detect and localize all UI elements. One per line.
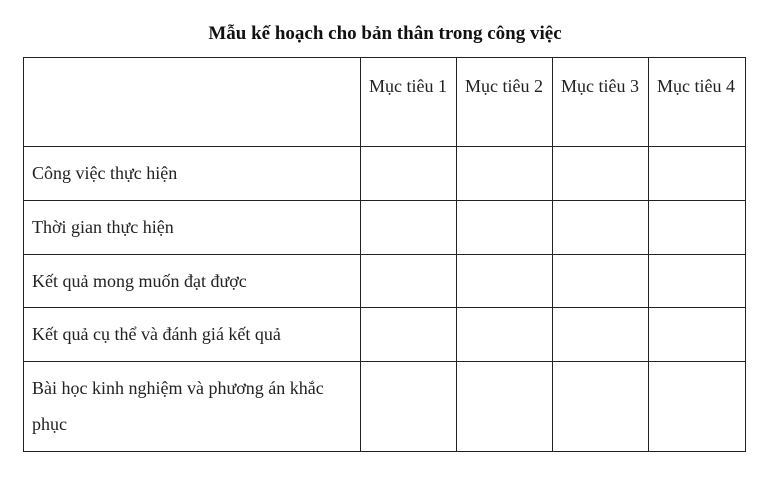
table-cell bbox=[457, 201, 553, 255]
row-label-time: Thời gian thực hiện bbox=[24, 201, 361, 255]
table-cell bbox=[649, 201, 746, 255]
corner-cell bbox=[24, 58, 361, 147]
table-cell bbox=[649, 255, 746, 308]
table-row bbox=[24, 147, 746, 201]
row-label-expected-result: Kết quả mong muốn đạt được bbox=[24, 255, 361, 308]
column-header-goal-1: Mục tiêu 1 bbox=[361, 58, 457, 147]
column-header-goal-2: Mục tiêu 2 bbox=[457, 58, 553, 147]
table-cell bbox=[553, 308, 649, 362]
row-label-lessons: Bài học kinh nghiệm và phương án khắc phục bbox=[24, 362, 361, 452]
column-header-goal-3: Mục tiêu 3 bbox=[553, 58, 649, 147]
table-header-row bbox=[24, 58, 746, 147]
table-cell bbox=[361, 201, 457, 255]
row-label-actual-result: Kết quả cụ thể và đánh giá kết quả bbox=[24, 308, 361, 362]
table-cell bbox=[361, 362, 457, 452]
table-cell bbox=[361, 255, 457, 308]
column-header-goal-4: Mục tiêu 4 bbox=[649, 58, 746, 147]
table-row bbox=[24, 362, 746, 452]
table-cell bbox=[553, 362, 649, 452]
table-cell bbox=[457, 255, 553, 308]
table-row bbox=[24, 255, 746, 308]
table-cell bbox=[457, 362, 553, 452]
table-row bbox=[24, 308, 746, 362]
table-row bbox=[24, 201, 746, 255]
table-cell bbox=[553, 147, 649, 201]
table-cell bbox=[649, 308, 746, 362]
table-cell bbox=[649, 362, 746, 452]
table-cell bbox=[553, 255, 649, 308]
table-cell bbox=[649, 147, 746, 201]
table-cell bbox=[457, 308, 553, 362]
table-cell bbox=[361, 308, 457, 362]
table-cell bbox=[553, 201, 649, 255]
row-label-work: Công việc thực hiện bbox=[24, 147, 361, 201]
document-title: Mẫu kế hoạch cho bản thân trong công việc bbox=[208, 23, 562, 44]
table-cell bbox=[361, 147, 457, 201]
table-cell bbox=[457, 147, 553, 201]
plan-table bbox=[23, 57, 746, 452]
